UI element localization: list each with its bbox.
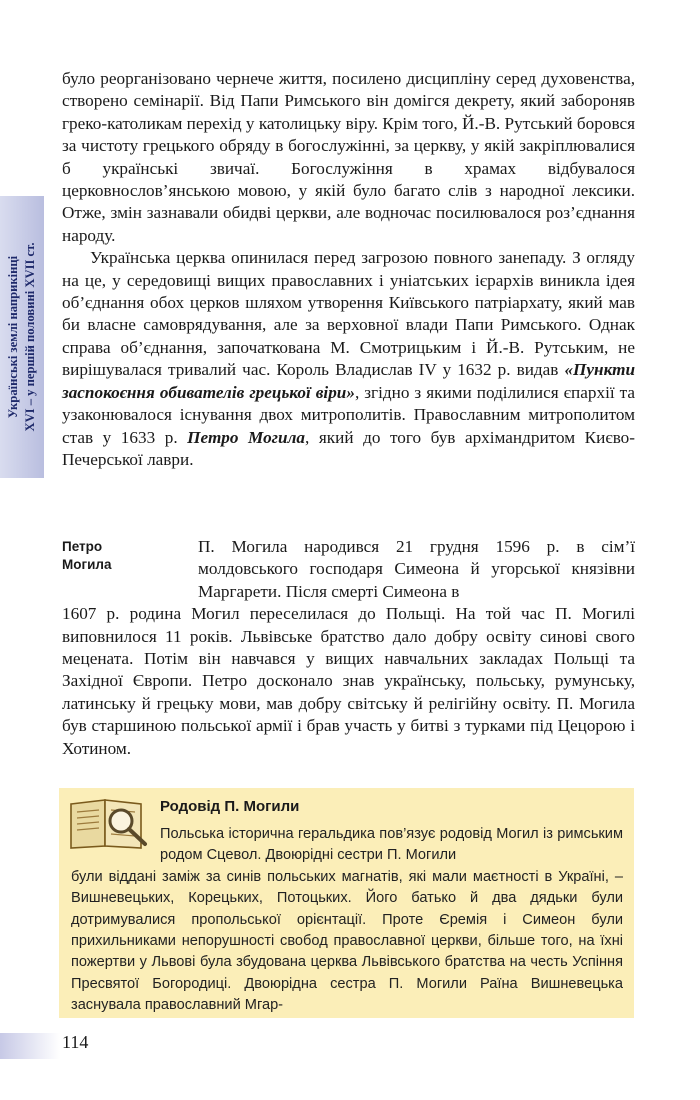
box-body-first-lines: Польська історична геральдика пов’язує родовід Могил із римським родом Сцевол. Двоюрідні сестри П. Могили [160,826,623,864]
biography-first-lines: П. Могила народився 21 грудня 1596 р. в сім’ї молдовського господаря Симеона й угорської князівни Маргарети. Після смерті Симеона в [198,537,635,601]
margin-label-line-1: Петро [62,539,103,554]
chapter-title-line-2: XVI – у першій половині XVII ст. [23,242,37,432]
biography-rest: 1607 р. родина Могил переселилася до Польщі. На той час П. Могилі виповнилося 11 років. Львівське братство дало добру освіту синові свого мецената. Потім він навчався у вищих навчальних закладах Польщі та Західної Європи. Петро досконало знав українську, польську, румунську, латинську й грецьку мови, мав добру світську й релігійну освіту. П. Могила був старшиною польської армії і брав участь у битві з турками під Цецорою і Хотином. [62,604,635,758]
paragraph-2-part-3: , який до того був архімандритом Києво-Печерської лаври. [62,427,636,469]
box-title: Родовід П. Могили [160,798,300,815]
page-number: 114 [62,1032,89,1052]
document-title-emphasis: «Пункти заспокоєння обивателів грецької віри» [62,360,635,402]
paragraph-2-part-1: Українська церква опинилася перед загрозою повного занепаду. З огляду на це, у середовищі вищих православних і уніатських ієрархів виникла ідея об’єднання обох церков шляхом утворення Київського патріархату, який мав би власне самоврядування, але за верховної влади Папи Римського. Однак справа об’єднання, започаткована М. Смотрицьким і Й.-В. Рутським, не вирішувалася тривалий час. Король Владислав IV у 1632 р. видав [62,248,635,380]
chapter-title-line-1: Українські землі наприкінці [6,255,20,419]
paragraph-2 [62,247,635,471]
paragraph-1: було реорганізовано чернече життя, посилено дисципліну серед духовенства, створено семінарії. Від Папи Римського він домігся декрету, який забороняв греко-католикам перехід у католицьку віру. Крім того, Й.-В. Рутський боровся за чистоту грецького обряду в богослужінні, за церкву, у якій закріплювалися б українські звичаї. Богослужіння в храмах відбувалося церковнослов’янською мовою, у якій було багато слів з народної лексики. Отже, змін зазнавали обидві церкви, але водночас посилювалося роз’єднання народу. [62,69,635,245]
genealogy-info-box [59,788,634,1018]
page-number-band [0,1033,60,1059]
margin-label-line-2: Могила [62,557,112,572]
paragraph-2-part-2: , згідно з якими поділилися єпархії та узаконювалося існування двох митрополитів. Православним митрополитом став у 1633 р. [62,382,635,447]
box-body [71,824,623,1017]
person-name-emphasis: Петро Могила [187,427,306,447]
main-text [62,68,635,471]
chapter-side-title [2,196,42,478]
box-body-rest: були віддані заміж за синів польських магнатів, які мали маєтності в Україні, – Вишневецьких, Корецьких, Потоцьких. Його батько й два дядьки були дотримувалися пропольської орієнтації. Проте Єремія і Симеон були прихильниками непорушності свобод православної церкви, більше того, на їхні пожертви у Львові була збудована церква Львівського братства на честь Успіння Пресвятої Богородиці. Двоюрідна сестра П. Могили Раїна Вишневецька заснувала православний Мгар- [71,868,623,1014]
biography-text [62,536,635,760]
